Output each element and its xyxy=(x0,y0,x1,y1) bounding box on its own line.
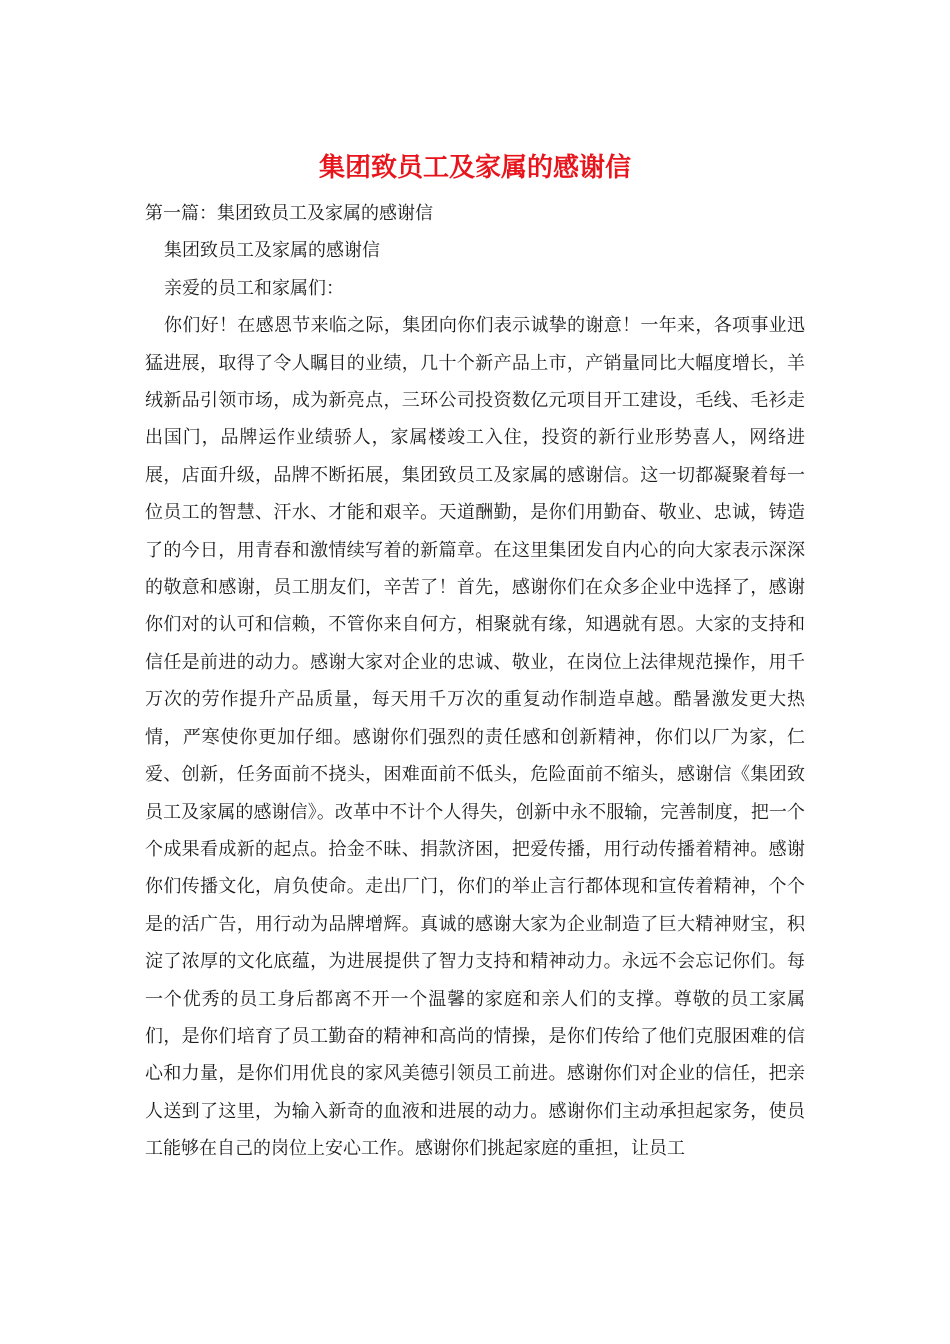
section-heading: 第一篇：集团致员工及家属的感谢信 xyxy=(145,203,433,224)
document-title: 集团致员工及家属的感谢信 xyxy=(318,153,631,183)
letter-subheading: 集团致员工及家属的感谢信 xyxy=(164,240,380,262)
document-content xyxy=(145,195,805,1168)
letter-body-paragraph: 你们好！在感恩节来临之际，集团向你们表示诚挚的谢意！一年来，各项事业迅猛进展，取得了令人瞩目的业绩，几十个新产品上市，产销量同比大幅度增长，羊绒新品引领市场，成为新亮点，三环公司投资数亿元项目开工建设，毛线、毛衫走出国门，品牌运作业绩骄人，家属楼竣工入住，投资的新行业形势喜人，网络进展，店面升级，品牌不断拓展，集团致员工及家属的感谢信。这一切都凝聚着每一位员工的智慧、汗水、才能和艰辛。天道酬勤，是你们用勤奋、敬业、忠诚，铸造了的今日，用青春和激情续写着的新篇章。在这里集团发自内心的向大家表示深深的敬意和感谢，员工朋友们，辛苦了！首先，感谢你们在众多企业中选择了，感谢你们对的认可和信赖，不管你来自何方，相聚就有缘，知遇就有恩。大家的支持和信任是前进的动力。感谢大家对企业的忠诚、敬业，在岗位上法律规范操作，用千万次的劳作提升产品质量，每天用千万次的重复动作制造卓越。酷暑激发更大热情，严寒使你更加仔细。感谢你们强烈的责任感和创新精神，你们以厂为家，仁爱、创新，任务面前不挠头，困难面前不低头，危险面前不缩头，感谢信《集团致员工及家属的感谢信》。改革中不计个人得失，创新中永不服输，完善制度，把一个个成果看成新的起点。拾金不昧、捐款济困，把爱传播，用行动传播着精神。感谢你们传播文化，肩负使命。走出厂门，你们的举止言行都体现和宣传着精神，个个是的活广告，用行动为品牌增辉。真诚的感谢大家为企业制造了巨大精神财宝，积淀了浓厚的文化底蕴，为进展提供了智力支持和精神动力。永远不会忘记你们。每一个优秀的员工身后都离不开一个温馨的家庭和亲人们的支撑。尊敬的员工家属们，是你们培育了员工勤奋的精神和高尚的情操，是你们传给了他们克服困难的信心和力量，是你们用优良的家风美德引领员工前进。感谢你们对企业的信任，把亲人送到了这里，为输入新奇的血液和进展的动力。感谢你们主动承担起家务，使员工能够在自己的岗位上安心工作。感谢你们挑起家庭的重担，让员工 xyxy=(145,315,805,1160)
letter-salutation: 亲爱的员工和家属们： xyxy=(164,277,344,299)
